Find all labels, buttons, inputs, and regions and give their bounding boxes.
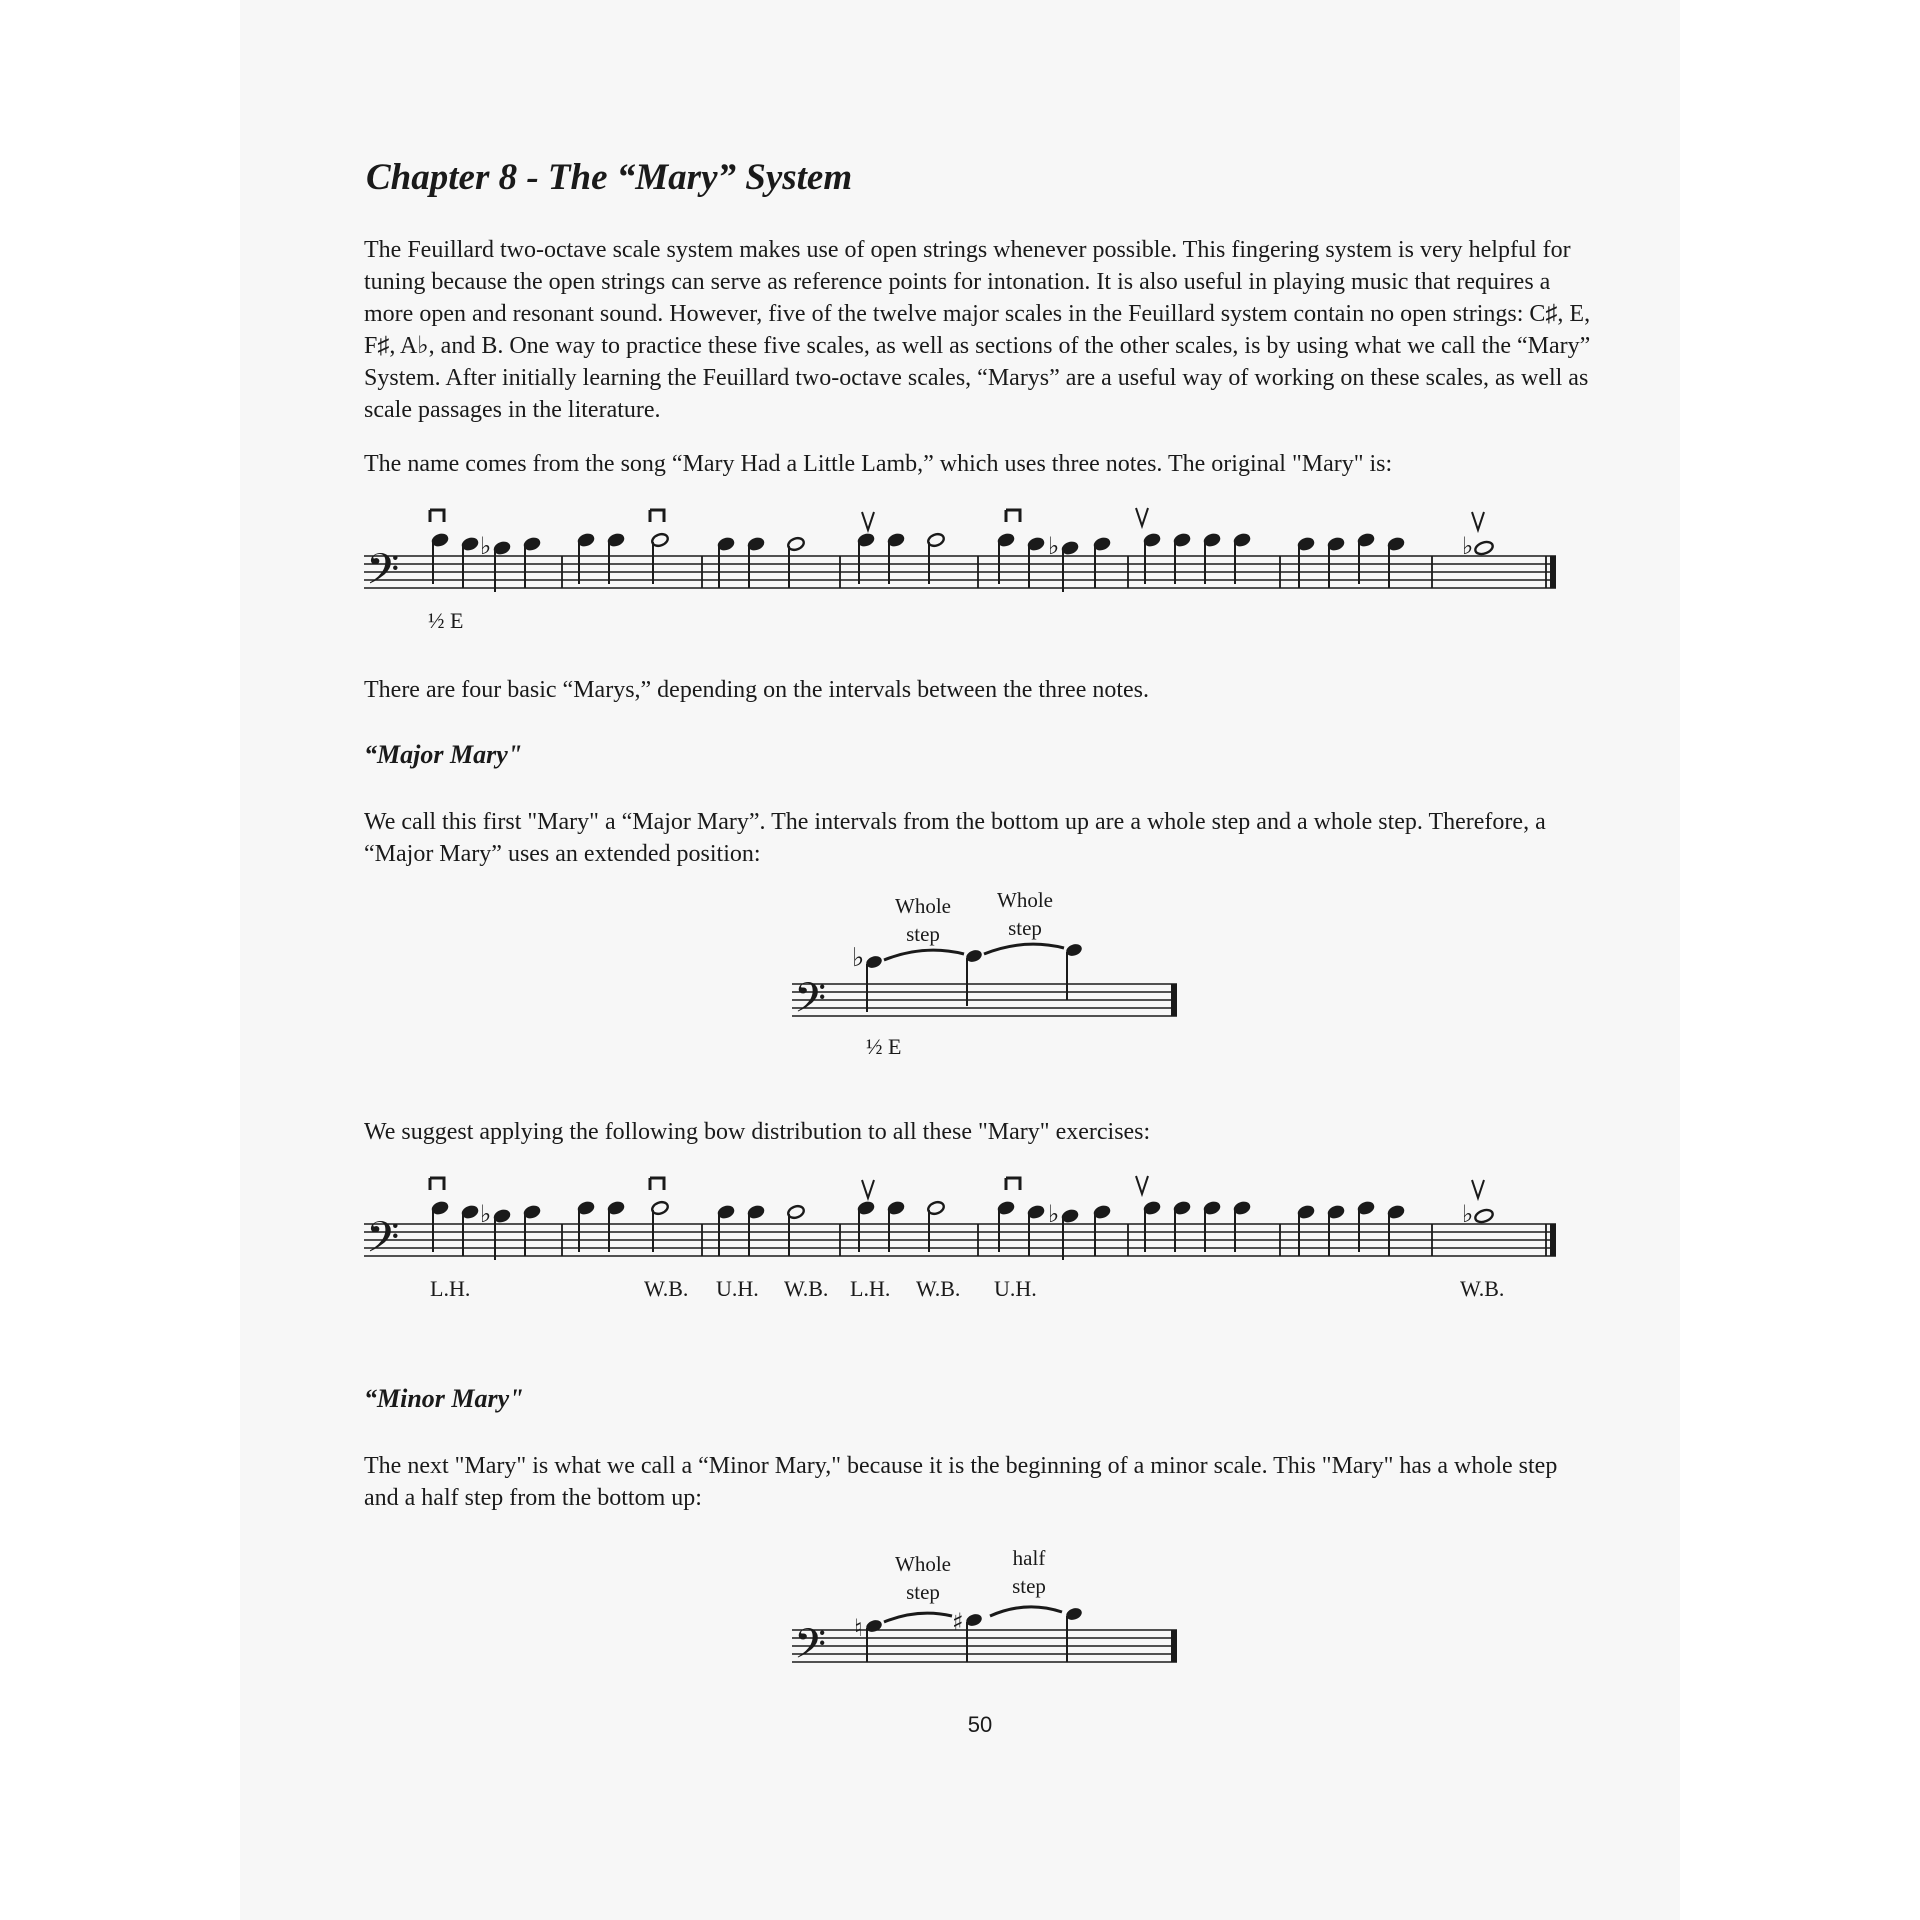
intro-paragraph: The Feuillard two-octave scale system makes use of open strings whenever possible. This fingering system is very helpful for tuning because the open strings can serve as reference points for intonation. It is also useful in playing music that requires a more open and resonant sound. However, five of the twelve major scales in the Feuillard system contain no open strings: C♯, E, F♯, A♭, and B. One way to practice these five scales, as well as sections of the other scales, is by using what we call the “Mary” System. After initially learning the Feuillard two-octave scales, “Marys” are a useful way of working on these scales, as well as scale passages in the literature. [364, 237, 1591, 423]
minor-interval-label-1: Whole step [895, 1552, 951, 1604]
bow-marks [430, 508, 1484, 530]
bow-label-1: L.H. [430, 1276, 471, 1301]
interval-label-1: Whole step [895, 894, 951, 946]
notes-group [431, 1200, 1495, 1260]
four-marys-paragraph: There are four basic “Marys,” depending on the intervals between the three notes. [364, 677, 1150, 703]
major-position-label: ½ E [866, 1034, 902, 1059]
bass-clef-icon: 𝄢 [794, 1620, 827, 1678]
natural-icon: ♮ [854, 1614, 863, 1642]
bass-clef-icon: 𝄢 [794, 974, 827, 1032]
flat-icon: ♭ [480, 532, 492, 560]
flat-icon: ♭ [852, 943, 865, 973]
note-head [1474, 1208, 1495, 1224]
music-staff-original-mary [364, 500, 1564, 610]
flat-icon: ♭ [1048, 532, 1060, 560]
bow-label-2: W.B. [644, 1276, 689, 1301]
minor-mary-paragraph: The next "Mary" is what we call a “Minor Mary," because it is the beginning of a minor scale. This "Mary" has a whole step and a half step from the bottom up: [364, 1453, 1558, 1511]
flat-icon: ♭ [1048, 1200, 1060, 1228]
music-staff-major-mary [792, 930, 1182, 1032]
bass-clef-icon: 𝄢 [366, 1213, 400, 1273]
bow-paragraph: We suggest applying the following bow distribution to all these "Mary" exercises: [364, 1119, 1151, 1145]
position-label: ½ E [428, 608, 464, 633]
bass-clef-icon: 𝄢 [366, 545, 400, 605]
page-number: 50 [967, 1712, 993, 1737]
bow-label-4: W.B. [784, 1276, 829, 1301]
music-staff-bow-distribution [364, 1168, 1564, 1278]
minor-mary-heading: “Minor Mary" [364, 1384, 524, 1413]
flat-icon: ♭ [480, 1200, 492, 1228]
interval-label-2: Whole step [997, 888, 1053, 940]
sharp-icon: ♯ [952, 1608, 964, 1636]
bow-marks [430, 1176, 1484, 1198]
bow-label-3: U.H. [716, 1276, 759, 1301]
major-mary-paragraph: We call this first "Mary" a “Major Mary”. The intervals from the bottom up are a whole step and a whole step. Therefore, a “Major Mary” uses an extended position: [364, 809, 1546, 867]
bow-label-5: L.H. [850, 1276, 891, 1301]
note-head [1474, 540, 1495, 556]
flat-icon: ♭ [1462, 1200, 1474, 1228]
chapter-title: Chapter 8 - The “Mary” System [366, 157, 853, 198]
bow-label-8: W.B. [1460, 1276, 1505, 1301]
minor-interval-label-2: half step [1012, 1546, 1046, 1598]
flat-icon: ♭ [1462, 532, 1474, 560]
name-paragraph: The name comes from the song “Mary Had a Little Lamb,” which uses three notes. The original "Mary" is: [364, 451, 1393, 477]
major-mary-heading: “Major Mary" [364, 740, 523, 769]
music-staff-minor-mary [792, 1590, 1182, 1680]
notes-group [431, 532, 1495, 592]
staff-lines [364, 556, 1556, 588]
bow-label-7: U.H. [994, 1276, 1037, 1301]
bow-label-6: W.B. [916, 1276, 961, 1301]
